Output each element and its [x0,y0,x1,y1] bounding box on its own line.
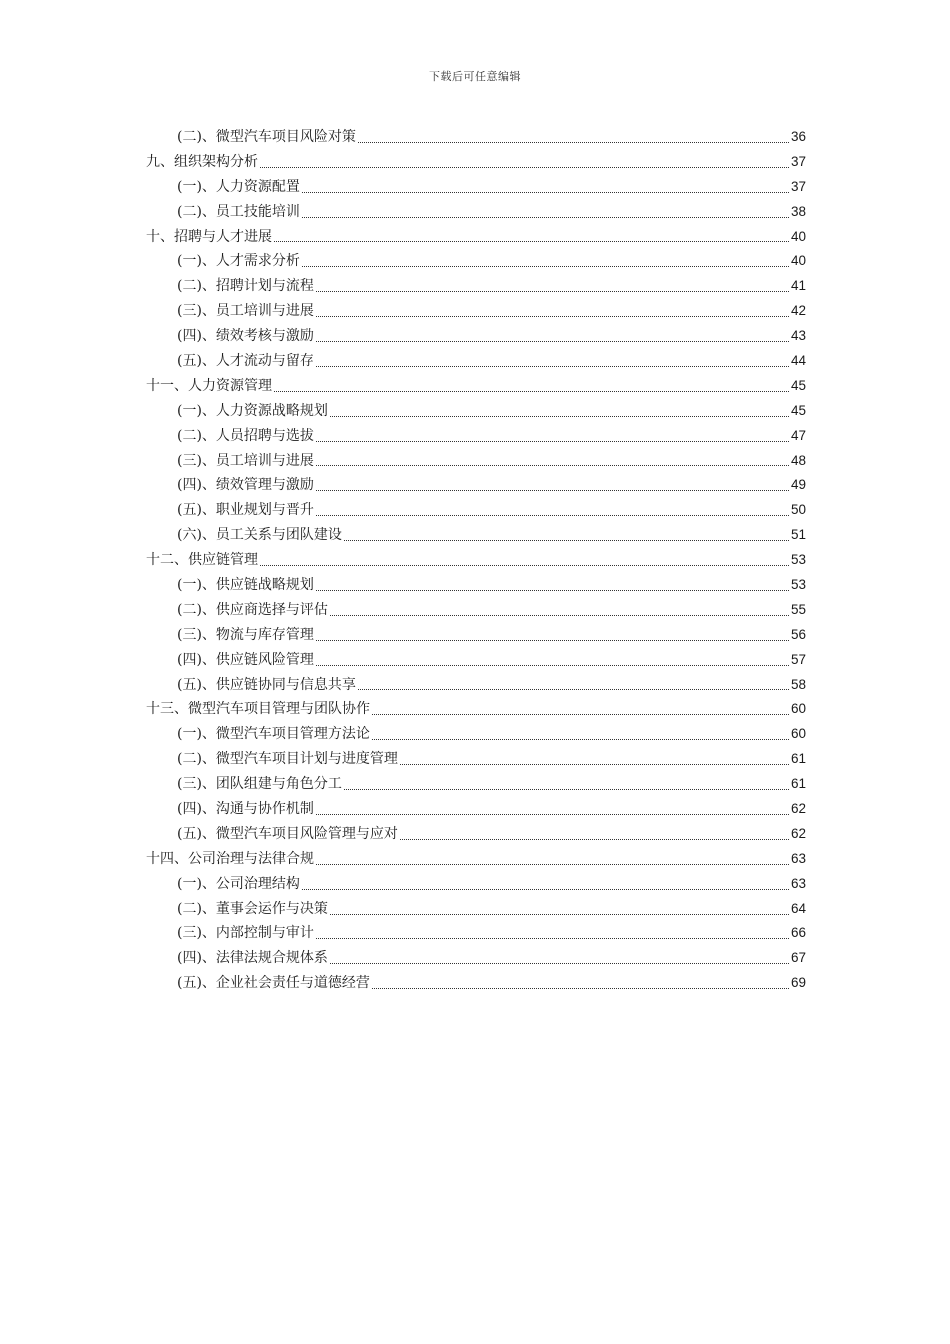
toc-entry-page-number: 38 [790,203,806,219]
toc-dot-leader [260,167,789,168]
toc-entry-page-number: 53 [790,577,806,593]
toc-dot-leader [372,714,789,715]
toc-section-entry[interactable] [146,822,806,847]
toc-entry-page-number: 51 [790,527,806,543]
toc-entry-title: (一)、微型汽车项目管理方法论 [177,726,370,743]
toc-section-entry[interactable] [146,274,806,299]
toc-entry-page-number: 60 [790,701,806,717]
toc-dot-leader [316,938,789,939]
toc-dot-leader [372,988,789,989]
toc-entry-title: (三)、员工培训与进展 [177,303,314,320]
toc-dot-leader [344,789,789,790]
toc-entry-title: (二)、董事会运作与决策 [177,900,328,917]
toc-entry-title: (四)、绩效管理与激励 [177,477,314,494]
toc-entry-title: (三)、物流与库存管理 [177,626,314,643]
toc-section-entry[interactable] [146,922,806,947]
toc-entry-page-number: 55 [790,601,806,617]
toc-entry-page-number: 58 [790,676,806,692]
toc-entry-page-number: 45 [790,377,806,393]
toc-entry-page-number: 40 [790,253,806,269]
toc-entry-page-number: 60 [790,726,806,742]
toc-entry-title: (四)、沟通与协作机制 [177,801,314,818]
toc-entry-title: (三)、员工培训与进展 [177,452,314,469]
toc-section-entry[interactable] [146,722,806,747]
toc-entry-page-number: 61 [790,751,806,767]
toc-entry-page-number: 47 [790,427,806,443]
toc-section-entry[interactable] [146,523,806,548]
toc-section-entry[interactable] [146,249,806,274]
toc-entry-page-number: 45 [790,402,806,418]
toc-entry-page-number: 66 [790,925,806,941]
toc-dot-leader [316,441,789,442]
toc-entry-page-number: 56 [790,626,806,642]
toc-dot-leader [316,640,789,641]
toc-entry-page-number: 67 [790,950,806,966]
toc-entry-page-number: 37 [790,153,806,169]
toc-section-entry[interactable] [146,349,806,374]
toc-section-entry[interactable] [146,971,806,996]
toc-entry-title: (五)、供应链协同与信息共享 [177,676,356,693]
toc-entry-title: (五)、人才流动与留存 [177,353,314,369]
toc-dot-leader [316,814,789,815]
toc-dot-leader [316,590,789,591]
toc-chapter-entry[interactable] [146,150,806,175]
toc-section-entry[interactable] [146,648,806,673]
toc-dot-leader [274,241,789,242]
toc-dot-leader [316,291,789,292]
toc-entry-title: (五)、职业规划与晋升 [177,502,314,519]
toc-entry-page-number: 61 [790,776,806,792]
toc-entry-page-number: 50 [790,502,806,518]
toc-entry-title: (二)、招聘计划与流程 [177,278,314,295]
toc-section-entry[interactable] [146,573,806,598]
toc-dot-leader [344,540,789,541]
page-header: 下载后可任意编辑 [429,70,521,83]
toc-entry-title: 十、招聘与人才进展 [146,228,272,245]
toc-dot-leader [316,490,789,491]
toc-section-entry[interactable] [146,200,806,225]
toc-section-entry[interactable] [146,498,806,523]
toc-entry-page-number: 63 [790,850,806,866]
toc-dot-leader [358,689,789,690]
toc-entry-page-number: 49 [790,477,806,493]
toc-entry-title: (四)、供应链风险管理 [177,651,314,668]
toc-chapter-entry[interactable] [146,374,806,399]
toc-dot-leader [302,266,789,267]
toc-section-entry[interactable] [146,125,806,150]
toc-entry-title: (三)、内部控制与审计 [177,925,314,942]
toc-dot-leader [316,864,789,865]
toc-dot-leader [302,889,789,890]
toc-chapter-entry[interactable] [146,225,806,250]
toc-entry-title: (二)、微型汽车项目计划与进度管理 [177,751,398,768]
toc-dot-leader [372,739,789,740]
toc-dot-leader [302,192,789,193]
toc-entry-page-number: 36 [790,128,806,144]
toc-entry-title: (四)、法律法规合规体系 [177,950,328,967]
toc-section-entry[interactable] [146,598,806,623]
toc-section-entry[interactable] [146,449,806,474]
toc-dot-leader [400,764,789,765]
toc-entry-page-number: 40 [790,228,806,244]
toc-section-entry[interactable] [146,946,806,971]
toc-section-entry[interactable] [146,772,806,797]
toc-chapter-entry[interactable] [146,548,806,573]
toc-section-entry[interactable] [146,175,806,200]
toc-entry-title: 十四、公司治理与法律合规 [146,850,314,867]
toc-entry-title: (二)、员工技能培训 [177,203,300,220]
toc-dot-leader [330,914,789,915]
toc-section-entry[interactable] [146,673,806,698]
toc-section-entry[interactable] [146,424,806,449]
toc-dot-leader [274,391,789,392]
toc-entry-page-number: 62 [790,801,806,817]
toc-entry-page-number: 37 [790,178,806,194]
toc-dot-leader [260,565,789,566]
toc-dot-leader [316,665,789,666]
toc-entry-title: (三)、团队组建与角色分工 [177,776,342,793]
toc-entry-title: (二)、人员招聘与选拔 [177,427,314,444]
toc-section-entry[interactable] [146,324,806,349]
toc-entry-title: (一)、人才需求分析 [177,253,300,270]
toc-entry-page-number: 63 [790,875,806,891]
toc-entry-page-number: 53 [790,552,806,568]
toc-dot-leader [330,615,789,616]
toc-entry-page-number: 69 [790,975,806,991]
toc-dot-leader [316,366,789,367]
toc-entry-title: (一)、公司治理结构 [177,875,300,892]
toc-entry-title: (一)、人力资源配置 [177,178,300,195]
toc-entry-title: (四)、绩效考核与激励 [177,328,314,345]
toc-entry-title: (六)、员工关系与团队建设 [177,527,342,544]
toc-entry-title: 十二、供应链管理 [146,552,258,569]
toc-entry-title: (一)、人力资源战略规划 [177,402,328,419]
toc-entry-page-number: 41 [790,278,806,294]
toc-section-entry[interactable] [146,299,806,324]
toc-dot-leader [316,465,789,466]
toc-section-entry[interactable] [146,747,806,772]
toc-entry-title: (五)、微型汽车项目风险管理与应对 [177,825,398,842]
toc-entry-page-number: 44 [790,353,806,368]
toc-entry-title: (一)、供应链战略规划 [177,577,314,594]
toc-section-entry[interactable] [146,872,806,897]
toc-entry-title: 十三、微型汽车项目管理与团队协作 [146,701,370,718]
toc-entry-title: (五)、企业社会责任与道德经营 [177,975,370,992]
toc-dot-leader [358,142,789,143]
toc-dot-leader [400,839,789,840]
toc-entry-page-number: 43 [790,328,806,344]
toc-entry-page-number: 62 [790,825,806,841]
toc-entry-title: 九、组织架构分析 [146,153,258,170]
toc-entry-page-number: 48 [790,452,806,468]
toc-entry-title: 十一、人力资源管理 [146,377,272,394]
toc-dot-leader [316,341,789,342]
toc-section-entry[interactable] [146,623,806,648]
toc-dot-leader [302,217,789,218]
toc-dot-leader [330,963,789,964]
toc-section-entry[interactable] [146,797,806,822]
toc-chapter-entry[interactable] [146,847,806,872]
table-of-contents [146,125,806,996]
toc-entry-page-number: 57 [790,651,806,667]
toc-chapter-entry[interactable] [146,697,806,722]
toc-entry-title: (二)、供应商选择与评估 [177,601,328,618]
toc-dot-leader [316,515,789,516]
toc-section-entry[interactable] [146,897,806,922]
toc-entry-page-number: 64 [790,900,806,916]
toc-entry-page-number: 42 [790,303,806,319]
toc-dot-leader [330,416,789,417]
toc-section-entry[interactable] [146,399,806,424]
toc-dot-leader [316,316,789,317]
toc-section-entry[interactable] [146,473,806,498]
toc-entry-title: (二)、微型汽车项目风险对策 [177,128,356,145]
